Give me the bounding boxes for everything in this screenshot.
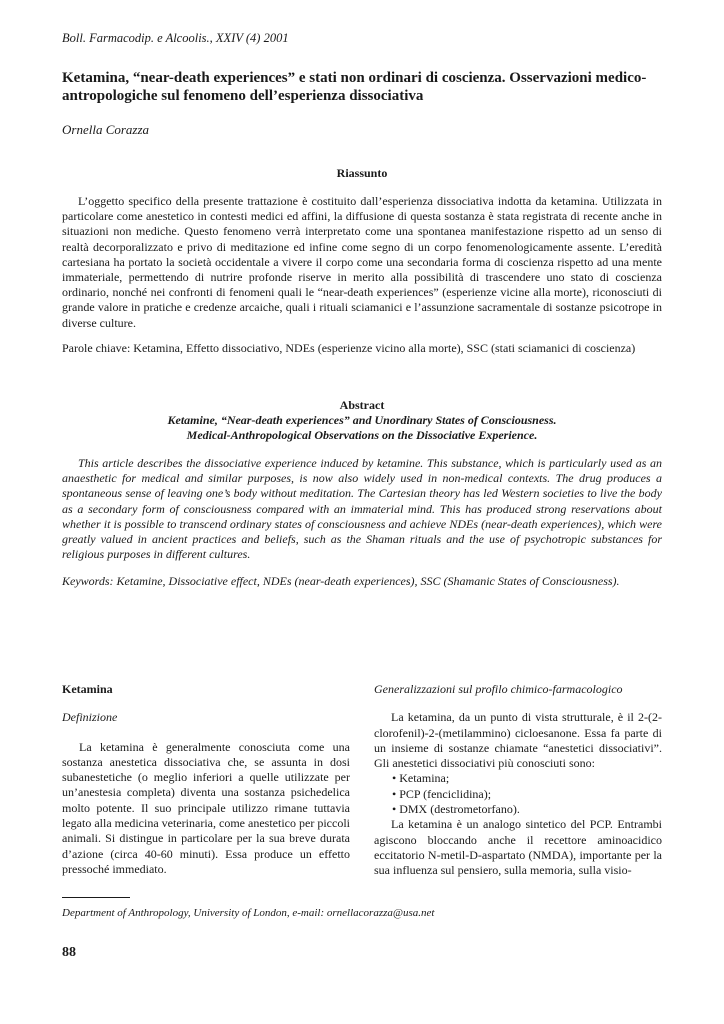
right-column <box>374 682 662 879</box>
abstract-subtitle-line1: Ketamine, “Near-death experiences” and Unordinary States of Consciousness. <box>167 413 557 427</box>
riassunto-heading: Riassunto <box>336 166 388 180</box>
abstract-text: This article describes the dissociative experience induced by ketamine. This substance, which is particularly used as an anaesthetic for medical and similar purposes, is now also widely used in non-medical contexts. The drug produces a spontaneous sense of leaving one’s body without meditation. The Cartesian theory has led Western societies to live the body as a secondary form of consciousness compared with an immaterial mind. This has produced strong reservations about whether it is possible to transcend ordinary states of consciousness and achieve NDEs (near-death experiences), which were greatly valued in ancient practices and beliefs, such as the Shaman rituals and the use of psychotropic substances for religious purposes in different cultures. <box>62 456 662 562</box>
profilo-text-2: La ketamina è un analogo sintetico del PCP. Entrambi agiscono bloccando anche il recettore aminoacidico eccitatorio N-metil-D-aspartato (NMDA), importante per la sua influenza sul pensiero, sulla memoria, sulla visio- <box>374 817 662 878</box>
riassunto-keywords: Parole chiave: Ketamina, Effetto dissociativo, NDEs (esperienze vicino alla morte), SSC (stati sciamanici di coscienza) <box>62 341 636 355</box>
abstract-keywords: Keywords: Ketamine, Dissociative effect, NDEs (near-death experiences), SSC (Shamanic States of Consciousness). <box>62 574 620 588</box>
left-column <box>62 682 350 877</box>
definizione-text: La ketamina è generalmente conosciuta come una sostanza anestetica dissociativa che, se assunta in dosi subanestetiche (o meglio inferiori a quelle utilizzate per un’anestesia completa) diventa una sostanza psichedelica molto potente. Il suo principale utilizzo rimane tuttavia legato alla medicina veterinaria, come anestetico per piccoli animali. Si distingue in particolare per la sua breve durata d’azione (circa 40-60 minuti). Essa produce un effetto pressoché immediato. <box>62 739 350 876</box>
abstract-heading: Abstract <box>339 398 385 412</box>
abstract-subtitle-line2: Medical-Anthropological Observations on the Dissociative Experience. <box>186 428 538 442</box>
profilo-text-1: La ketamina, da un punto di vista strutturale, è il 2-(2-clorofenil)-2-(metilammino) cicloesanone. Essa fa parte di un insieme di sostanze chiamate “anestetici dissociativi”. Gli anestetici dissociativi più conosciuti sono: <box>374 710 662 771</box>
abstract-subtitle <box>62 413 662 443</box>
list-item: • Ketamina; <box>392 771 450 786</box>
section-heading-ketamina: Ketamina <box>62 682 113 696</box>
list-item: • DMX (destrometorfano). <box>392 802 520 817</box>
subheading-profilo: Generalizzazioni sul profilo chimico-farmacologico <box>374 682 623 696</box>
author-name: Ornella Corazza <box>62 122 150 137</box>
footnote-divider <box>62 897 130 898</box>
footnote: Department of Anthropology, University of London, e-mail: ornellacorazza@usa.net <box>62 907 435 919</box>
subheading-definizione: Definizione <box>62 710 118 725</box>
list-item: • PCP (fenciclidina); <box>392 786 492 801</box>
article-title: Ketamina, “near-death experiences” e stati non ordinari di coscienza. Osservazioni medico-antropologiche sul fenomeno dell’esperienza dissociativa <box>62 70 647 104</box>
journal-header: Boll. Farmacodip. e Alcoolis., XXIV (4) 2001 <box>62 31 289 45</box>
riassunto-text: L’oggetto specifico della presente trattazione è costituito dall’esperienza dissociativa indotta da ketamina. Utilizzata in particolare come anestetico in contesti medici ed affini, la diffusione di questa sostanza è stata registrata di recente anche in situazioni non mediche. Questo fenomeno verrà interpretato come una spontanea manifestazione rispetto ad un senso di realtà decorporalizzato e privo di meditazione ed infine come segno di un corpo fenomenologicamente assente. L’eredità cartesiana ha portato la società occidentale a vivere il corpo come una secondaria forma di coscienza rispetto ad una mente immateriale, permettendo di nutrire profonde riserve in merito alla possibilità di trascendere uno stato di coscienza ordinario, nonché nei confronti di fenomeni quali le “near-death experiences” (esperienze vicine alla morte), riconosciuti di grande valore in pratiche e credenze arcaiche, quali i rituali sciamanici e l’assunzione sacramentale di sostanze psicotrope in diverse culture. <box>62 194 662 330</box>
page-number: 88 <box>62 945 76 960</box>
